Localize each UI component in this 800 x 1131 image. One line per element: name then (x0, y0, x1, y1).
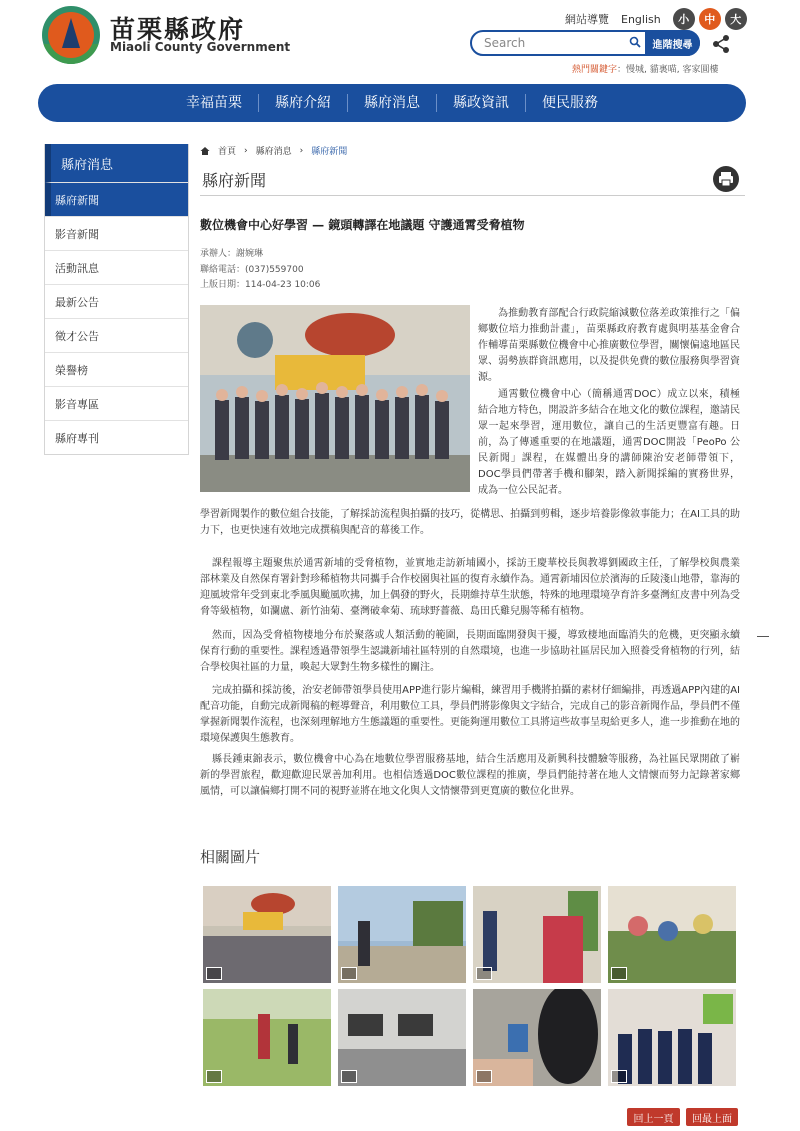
print-icon (713, 166, 739, 192)
font-size-small-button[interactable]: 小 (673, 8, 695, 30)
breadcrumb (200, 144, 347, 157)
nav-item-happy-miaoli[interactable]: 幸福苗栗 (170, 94, 259, 112)
top-links (565, 8, 747, 30)
related-images-title: 相關圖片 (200, 848, 261, 866)
search-icon[interactable] (629, 36, 641, 48)
hot-keywords (572, 62, 718, 75)
nav-item-info[interactable]: 縣政資訊 (437, 94, 526, 112)
main-nav (38, 84, 746, 122)
sidebar-item-recruitment[interactable]: 徵才公告 (45, 318, 188, 352)
share-icon[interactable] (710, 33, 732, 55)
related-image-7[interactable] (473, 989, 601, 1086)
article-paragraph-5: 然而，因為受脅植物棲地分布於聚落或人類活動的範圍，長期面臨開發與干擾，導致棲地面臨消失的危機，更突顯永續保育行動的重要性。課程透過帶領學生認識新埔社區特別的自然環境，也進一步協助社區居民加入照養受脅植物的行列，結合學校與社區的力量，喚起大眾對生物多樣性的關注。 (200, 630, 740, 673)
article-phone: 聯絡電話：(037)559700 (200, 265, 304, 275)
image-icon (206, 1070, 222, 1083)
page-title: 縣府新聞 (202, 171, 267, 190)
hot-keywords-list[interactable]: ：慢城, 貓裏喵, 客家圓樓 (617, 65, 719, 75)
nav-item-news[interactable]: 縣府消息 (348, 94, 437, 112)
related-image-4[interactable] (608, 886, 736, 983)
sidebar-item-video-news[interactable]: 影音新聞 (45, 216, 188, 250)
related-image-3[interactable] (473, 886, 601, 983)
site-title[interactable]: 苗栗縣政府 (110, 15, 246, 44)
side-marker (757, 636, 769, 637)
advanced-search-button[interactable]: 進階搜尋 (645, 30, 700, 56)
related-image-8[interactable] (608, 989, 736, 1086)
font-size-medium-button[interactable]: 中 (699, 8, 721, 30)
sidebar-item-video-zone[interactable]: 影音專區 (45, 386, 188, 420)
related-image-2[interactable] (338, 886, 466, 983)
image-icon (206, 967, 222, 980)
image-icon (611, 967, 627, 980)
sitemap-link[interactable]: 網站導覽 (565, 13, 609, 26)
breadcrumb-separator: › (299, 145, 304, 156)
sidebar-item-announcements[interactable]: 最新公告 (45, 284, 188, 318)
print-button[interactable] (713, 166, 739, 192)
breadcrumb-news[interactable]: 縣府消息 (255, 147, 292, 157)
article-date: 上版日期：114-04-23 10:06 (200, 280, 321, 290)
back-to-top-button[interactable]: 回最上面 (686, 1108, 738, 1126)
article-title: 數位機會中心好學習 — 鏡頭轉譯在地議題 守護通霄受脅植物 (200, 218, 525, 232)
related-image-1[interactable] (203, 886, 331, 983)
search-placeholder: Search (484, 36, 526, 50)
sidebar-item-events[interactable]: 活動訊息 (45, 250, 188, 284)
sidebar-item-honor[interactable]: 榮譽榜 (45, 352, 188, 386)
breadcrumb-current[interactable]: 縣府新聞 (311, 147, 348, 157)
sidebar (44, 144, 189, 455)
article-paragraph-3: 學習新聞製作的數位組合技能，了解採訪流程與拍攝的技巧，從構思、拍攝到剪輯，逐步培養影像敘事能力；在AI工具的助力下，也更快速有效地完成撰稿與配音的幕後工作。 (200, 509, 740, 536)
english-link[interactable]: English (621, 12, 661, 26)
image-icon (611, 1070, 627, 1083)
image-icon (341, 967, 357, 980)
article-paragraph-7: 縣長鍾東錦表示，數位機會中心為在地數位學習服務基地，結合生活應用及新興科技體驗等服務，為社區民眾開啟了嶄新的學習旅程，歡迎歡迎民眾善加利用。也相信透過DOC數位課程的推廣，學員們能持著在地人文情懷而努力記錄著家鄉風情，可以讓偏鄉打開不同的視野並將在地文化與人文情懷帶到更寬廣的數位化世界。 (200, 754, 740, 797)
county-logo[interactable] (42, 6, 100, 64)
home-icon[interactable] (200, 146, 210, 156)
breadcrumb-separator: › (244, 145, 248, 156)
image-icon (476, 1070, 492, 1083)
font-size-large-button[interactable]: 大 (725, 8, 747, 30)
back-button[interactable]: 回上一頁 (627, 1108, 680, 1126)
article-photo[interactable] (200, 305, 470, 492)
hot-keywords-label: 熱門關鍵字 (572, 65, 618, 75)
nav-item-services[interactable]: 便民服務 (542, 95, 598, 111)
image-icon (341, 1070, 357, 1083)
breadcrumb-home[interactable]: 首頁 (218, 147, 237, 157)
site-subtitle: Miaoli County Government (110, 40, 291, 54)
article-contact: 承辦人：謝婉琳 (200, 249, 264, 259)
related-image-5[interactable] (203, 989, 331, 1086)
article-paragraph-1: 為推動教育部配合行政院縮減數位落差政策推行之「偏鄉數位培力推動計畫」，苗栗縣政府教育處與明基基金會合作輔導苗栗縣數位機會中心推廣數位學習，關懷偏遠地區民眾、弱勢族群資訊應用，以及提供免費的數位服務與學習資源。 (478, 308, 740, 383)
sidebar-item-county-news[interactable]: 縣府新聞 (45, 182, 188, 216)
title-divider (200, 195, 745, 196)
nav-item-about[interactable]: 縣府介紹 (259, 94, 348, 112)
article-paragraph-6: 完成拍攝和採訪後，治安老師帶領學員使用APP進行影片編輯，練習用手機將拍攝的素材仔細編排，再透過APP內建的AI配音功能，自動完成新聞稿的輕導聲音，利用數位工具，學員們將影像與文字結合，完成自己的影音新聞作品，學員們不僅掌握新聞製作流程，也深刻理解地方生態議題的重要性。更能夠運用數位工具將這些故事呈現給更多人，進一步推動在地的環境保護與生態教育。 (200, 685, 740, 744)
image-icon (476, 967, 492, 980)
sidebar-item-publication[interactable]: 縣府專刊 (45, 420, 188, 454)
article-paragraph-2: 通霄數位機會中心（簡稱通霄DOC）成立以來，積極結合地方特色，開設許多結合在地文化的數位課程，邀請民眾一起來學習，運用數位，讓自己的生活更豐富有趣。日前，為了傳遞重要的在地議題，通霄DOC開設「PeoPo 公民新聞」課程，在媒體出身的講師陳治安老師帶領下，DOC學員們帶著手機和腳架，踏入新聞採編的實務世界，成為一位公民記者。 (478, 389, 740, 496)
related-image-6[interactable] (338, 989, 466, 1086)
sidebar-heading[interactable]: 縣府消息 (45, 144, 188, 182)
article-paragraph-4: 課程報導主題聚焦於通霄新埔的受脅植物，並實地走訪新埔國小，採訪王慶華校長與教導劉國政主任，了解學校與農業部林業及自然保育署針對珍稀植物共同攜手合作校園與社區的復育永續作為。通霄新埔因位於濱海的丘陵淺山地帶，靠海的迎風坡常年受到東北季風與颱風吹拂，加上偶發的野火，長期維持草生狀態，特殊的地理環境孕育許多臺灣紅皮書中列為受脅等級植物，如瀾盧、新竹油菊、臺灣破傘菊、琉球野薔薇、島田氏雞兒腸等稀有植物。 (200, 558, 740, 617)
